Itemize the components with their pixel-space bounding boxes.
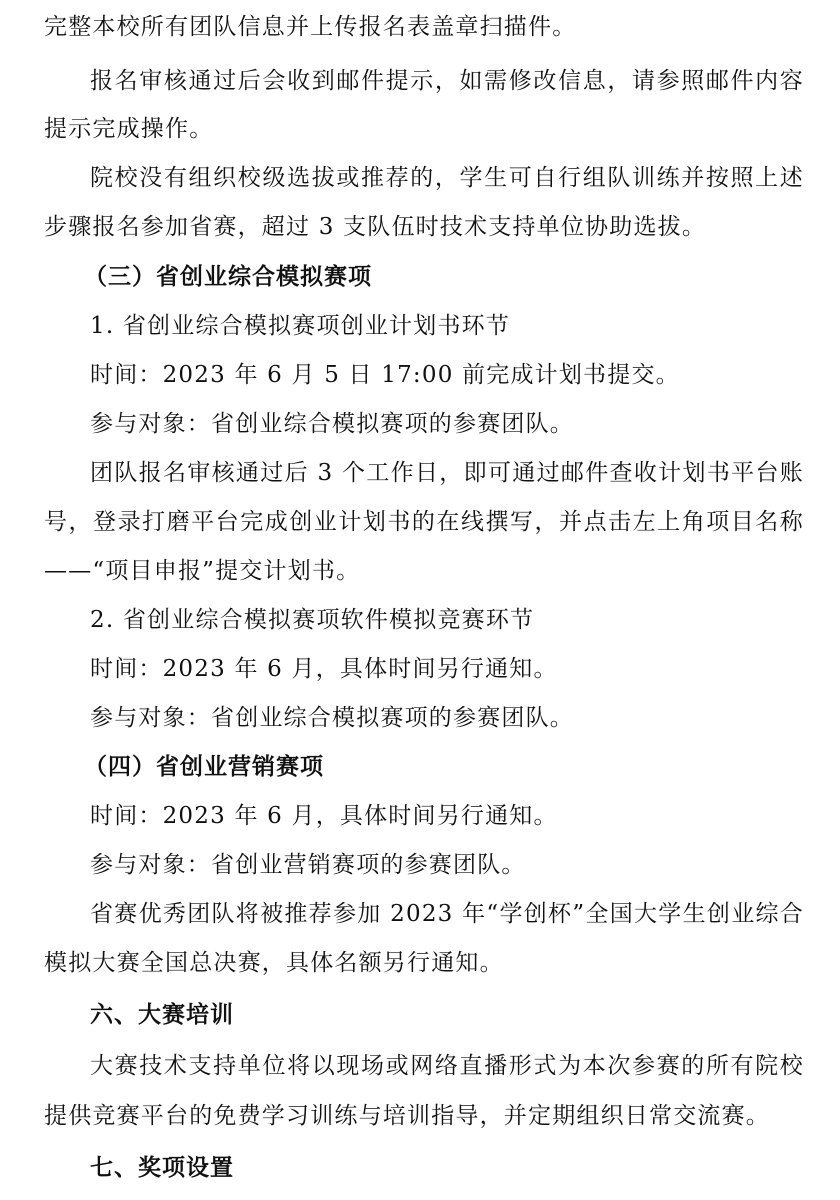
paragraph-line: 号，登录打磨平台完成创业计划书的在线撰写，并点击左上角项目名称 [44,509,804,535]
paragraph-line: 报名审核通过后会收到邮件提示，如需修改信息，请参照邮件内容 [90,68,804,94]
paragraph-line: 院校没有组织校级选拔或推荐的，学生可自行组队训练并按照上述 [90,165,804,191]
paragraph-line: 团队报名审核通过后 3 个工作日，即可通过邮件查收计划书平台账 [90,460,804,486]
paragraph-line: 参与对象：省创业综合模拟赛项的参赛团队。 [90,705,574,731]
paragraph-line: 参与对象：省创业营销赛项的参赛团队。 [90,852,526,878]
paragraph-line: 时间：2023 年 6 月 5 日 17:00 前完成计划书提交。 [90,362,680,388]
paragraph-line: 提示完成操作。 [44,116,214,142]
subsection-heading: 2. 省创业综合模拟赛项软件模拟竞赛环节 [90,607,535,633]
subsection-heading: 1. 省创业综合模拟赛项创业计划书环节 [90,313,511,339]
paragraph-line: 大赛技术支持单位将以现场或网络直播形式为本次参赛的所有院校 [90,1053,804,1079]
paragraph-line: 参与对象：省创业综合模拟赛项的参赛团队。 [90,411,574,437]
paragraph-line: 时间：2023 年 6 月，具体时间另行通知。 [90,803,558,829]
paragraph-line: 提供竞赛平台的免费学习训练与培训指导，并定期组织日常交流赛。 [44,1103,770,1129]
chapter-heading: 六、大赛培训 [90,1002,234,1028]
section-heading: （四）省创业营销赛项 [84,754,324,780]
paragraph-line: 时间：2023 年 6 月，具体时间另行通知。 [90,656,558,682]
paragraph-line: 省赛优秀团队将被推荐参加 2023 年“学创杯”全国大学生创业综合 [90,901,804,927]
paragraph-line: ——“项目申报”提交计划书。 [44,558,361,584]
section-heading: （三）省创业综合模拟赛项 [84,264,372,290]
chapter-heading: 七、奖项设置 [90,1155,234,1181]
paragraph-line: 模拟大赛全国总决赛，具体名额另行通知。 [44,950,504,976]
paragraph-line: 步骤报名参加省赛，超过 3 支队伍时技术支持单位协助选拔。 [44,214,707,240]
paragraph-line: 完整本校所有团队信息并上传报名表盖章扫描件。 [44,14,577,40]
